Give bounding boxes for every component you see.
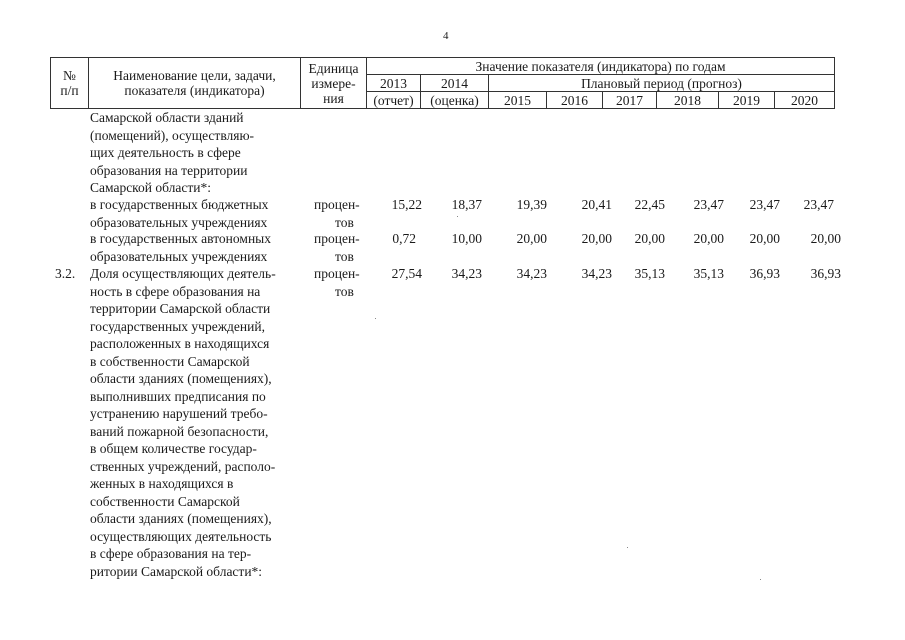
- row-name-line: осуществляющих деятельность: [90, 528, 272, 544]
- row-name: [90, 196, 302, 231]
- value-2020: 20,00: [810, 231, 841, 246]
- value-2016: 20,00: [581, 231, 612, 246]
- value-2013: 15,22: [391, 197, 422, 212]
- header-unit-line-1: Единица: [308, 60, 359, 76]
- value-2014: 18,37: [451, 197, 482, 212]
- value-2014: 34,23: [451, 266, 482, 281]
- header-2014-year: 2014: [421, 75, 489, 92]
- row-unit-line: процен-: [314, 266, 360, 281]
- header-year-2016: 2016: [547, 92, 603, 109]
- row-name: [90, 230, 302, 265]
- header-year-2015: 2015: [489, 92, 547, 109]
- header-year-2020: 2020: [775, 92, 835, 109]
- header-values-title: Значение показателя (индикатора) по годам: [367, 58, 835, 75]
- value-2016: 20,41: [581, 197, 612, 212]
- header-num-line-2: п/п: [60, 83, 79, 98]
- header-unit-line-3: ния: [323, 90, 344, 106]
- row-name-line: ность в сфере образования на: [90, 283, 261, 299]
- row-name-line: государственных учреждений,: [90, 318, 265, 334]
- row-name-line: ственных учреждений, располо-: [90, 458, 276, 474]
- value-2019: 20,00: [749, 231, 780, 246]
- header-unit-line-2: измере-: [311, 75, 356, 91]
- row-unit-line: тов: [335, 214, 354, 230]
- header-year-2019: 2019: [719, 92, 775, 109]
- header-2013-note: (отчет): [367, 92, 421, 109]
- row-unit-line: тов: [335, 283, 354, 299]
- row-name-line: в сфере образования на тер-: [90, 546, 252, 561]
- header-plan-title: Плановый период (прогноз): [489, 75, 835, 92]
- page-number: 4: [443, 30, 449, 42]
- header-num-line-1: №: [63, 68, 76, 83]
- row-name-line: образовательных учреждениях: [90, 248, 268, 264]
- row-unit: [314, 230, 360, 265]
- row-name-line: выполнивших предписания по: [90, 388, 266, 404]
- value-2017: 35,13: [634, 266, 665, 281]
- continuation-line: (помещений), осуществляю-: [90, 127, 255, 143]
- continuation-line: образования на территории: [90, 162, 248, 178]
- header-year-2018: 2018: [657, 92, 719, 109]
- value-2016: 34,23: [581, 266, 612, 281]
- value-2018: 23,47: [693, 197, 724, 212]
- value-2018: 20,00: [693, 231, 724, 246]
- row-name-line: ритории Самарской области*:: [90, 563, 263, 579]
- row-name-line: ваний пожарной безопасности,: [90, 423, 269, 439]
- header-name-line-2: показателя (индикатора): [124, 83, 265, 98]
- scan-speck: [375, 318, 376, 319]
- continuation-text: [90, 109, 302, 197]
- row-name-line: собственности Самарской: [90, 493, 240, 509]
- continuation-line: Самарской области*:: [90, 180, 212, 195]
- scan-speck: [627, 547, 628, 548]
- value-2015: 20,00: [516, 231, 547, 246]
- header-2013-year: 2013: [367, 75, 421, 92]
- value-2019: 23,47: [749, 197, 780, 212]
- row-unit-line: процен-: [314, 197, 360, 212]
- value-2015: 34,23: [516, 266, 547, 281]
- row-name-line: области зданиях (помещениях),: [90, 511, 272, 526]
- value-2014: 10,00: [451, 231, 482, 246]
- continuation-line: щих деятельность в сфере: [90, 145, 241, 160]
- row-name-line: в государственных автономных: [90, 231, 271, 246]
- row-number: 3.2.: [55, 266, 76, 281]
- row-unit: [314, 265, 360, 300]
- row-name-line: в государственных бюджетных: [90, 197, 269, 212]
- scan-speck: [760, 579, 761, 580]
- value-2020: 23,47: [803, 197, 834, 212]
- value-2020: 36,93: [810, 266, 841, 281]
- value-2013: 27,54: [391, 266, 422, 281]
- value-2017: 20,00: [634, 231, 665, 246]
- header-2014-note: (оценка): [421, 92, 489, 109]
- row-name-line: образовательных учреждениях: [90, 214, 268, 230]
- row-name-line: в общем количестве государ-: [90, 441, 257, 456]
- value-2019: 36,93: [749, 266, 780, 281]
- value-2018: 35,13: [693, 266, 724, 281]
- row-name-line: в собственности Самарской: [90, 353, 250, 369]
- row-unit-line: тов: [335, 248, 354, 264]
- header-name-line-1: Наименование цели, задачи,: [113, 68, 276, 83]
- value-2017: 22,45: [634, 197, 665, 212]
- row-name-line: женных в находящихся в: [90, 476, 234, 491]
- value-2015: 19,39: [516, 197, 547, 212]
- continuation-line: Самарской области зданий: [90, 110, 244, 125]
- header-year-2017: 2017: [603, 92, 657, 109]
- row-unit-line: процен-: [314, 231, 360, 246]
- row-name-line: Доля осуществляющих деятель-: [90, 266, 276, 281]
- scan-speck: [457, 216, 458, 217]
- row-name-line: расположенных в находящихся: [90, 336, 270, 351]
- row-name: [90, 265, 302, 580]
- row-unit: [314, 196, 360, 231]
- value-2013: 0,72: [392, 231, 416, 246]
- row-name-line: территории Самарской области: [90, 301, 271, 316]
- row-name-line: области зданиях (помещениях),: [90, 371, 272, 386]
- row-name-line: устранению нарушений требо-: [90, 406, 268, 421]
